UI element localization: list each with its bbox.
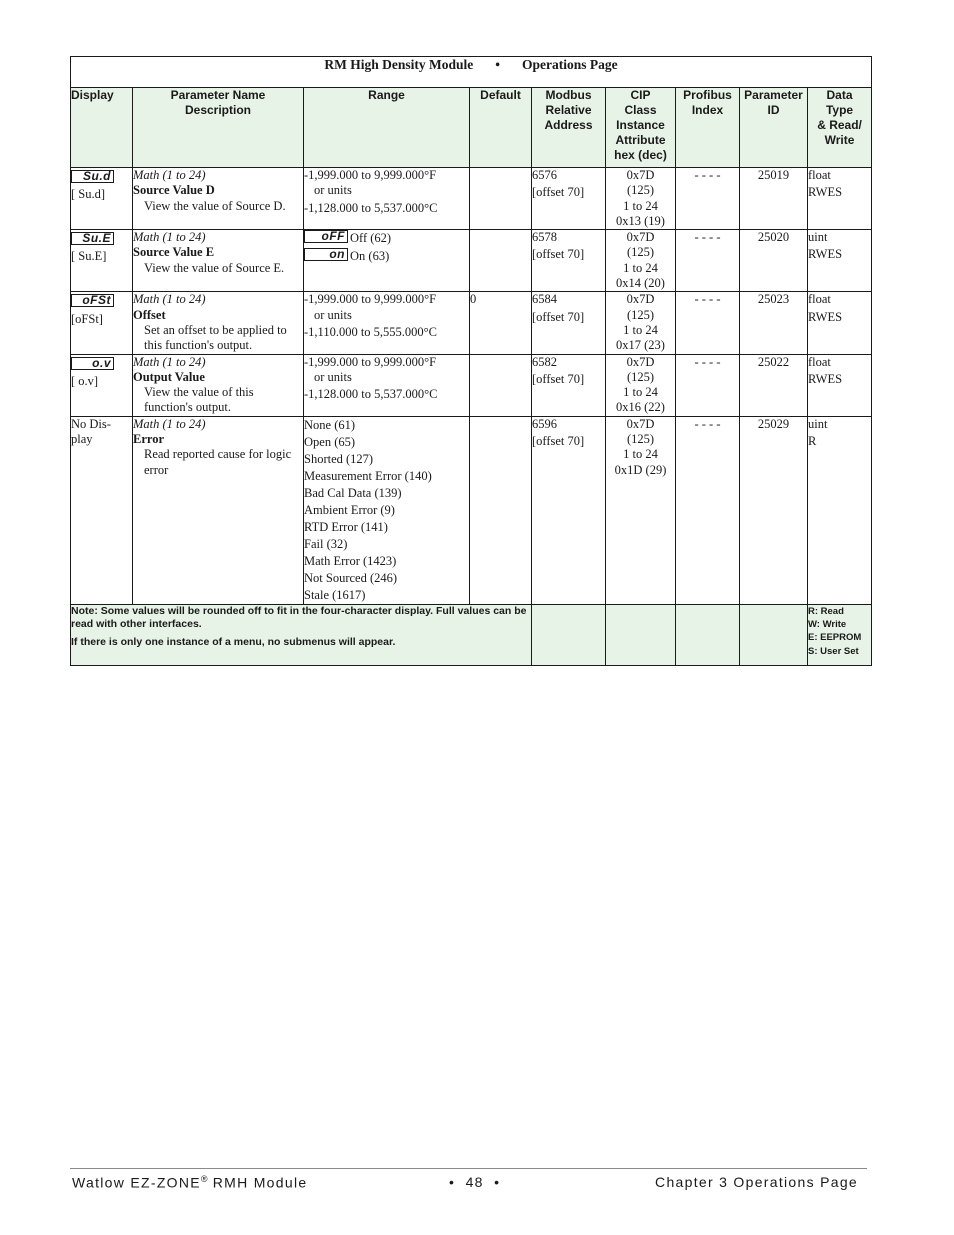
range-value: -1,999.000 to 9,999.000°F bbox=[304, 354, 437, 369]
cip-cell bbox=[606, 354, 676, 416]
profibus-cell: - - - - bbox=[676, 292, 740, 354]
notes-row bbox=[71, 604, 872, 665]
modbus-cell bbox=[532, 416, 606, 604]
read-write: RWES bbox=[808, 247, 843, 262]
data-type-cell bbox=[808, 230, 872, 292]
cip-value: 0x17 (23) bbox=[616, 338, 665, 353]
footer-brand: Watlow EZ-ZONE bbox=[72, 1174, 201, 1191]
display-code: No Dis- play bbox=[71, 416, 111, 447]
cip-value: (125) bbox=[626, 369, 655, 384]
display-code: [ o.v] bbox=[71, 373, 99, 388]
default-cell bbox=[470, 354, 532, 416]
page-number: • 48 • bbox=[449, 1174, 501, 1190]
column-header-parameter-name: Parameter Name Description bbox=[133, 88, 304, 168]
range-cell bbox=[304, 354, 470, 416]
title-separator: • bbox=[495, 57, 501, 72]
profibus-cell: - - - - bbox=[676, 230, 740, 292]
cip-value: 1 to 24 bbox=[623, 447, 658, 462]
range-cell bbox=[304, 168, 470, 230]
cip-value: (125) bbox=[626, 432, 655, 447]
cip-value: 1 to 24 bbox=[623, 385, 658, 400]
display-code: [ Su.E] bbox=[71, 249, 107, 264]
parameter-cell bbox=[133, 168, 304, 230]
modbus-offset: [offset 70] bbox=[532, 309, 585, 324]
range-value: Open (65) bbox=[304, 434, 356, 449]
cip-value: 0x7D bbox=[626, 354, 655, 369]
range-value: Ambient Error (9) bbox=[304, 502, 395, 517]
column-header-row bbox=[71, 88, 872, 168]
notes-cell bbox=[71, 604, 532, 665]
modbus-cell bbox=[532, 354, 606, 416]
math-instance: Math (1 to 24) bbox=[133, 354, 206, 369]
parameter-description: Set an offset to be applied to this function's output. bbox=[144, 322, 287, 353]
table-row bbox=[71, 354, 872, 416]
range-option bbox=[304, 248, 469, 264]
parameter-cell bbox=[133, 292, 304, 354]
parameter-id-cell: 25022 bbox=[740, 354, 808, 416]
parameter-name: Offset bbox=[133, 307, 166, 322]
modbus-cell bbox=[532, 292, 606, 354]
display-cell bbox=[71, 230, 133, 292]
legend-item: W: Write bbox=[808, 619, 847, 631]
range-value: -1,128.000 to 5,537.000°C bbox=[304, 200, 438, 215]
range-option-label: On (63) bbox=[350, 249, 390, 264]
default-cell bbox=[470, 168, 532, 230]
note-text: Note: Some values will be rounded off to fit in the four-character display. Full values can be read with other interfaces. bbox=[71, 604, 527, 631]
cip-value: (125) bbox=[626, 183, 655, 198]
empty-parameter-id-cell bbox=[740, 604, 808, 665]
segment-display-icon: o.v bbox=[71, 357, 114, 370]
cip-value: 0x7D bbox=[626, 416, 655, 431]
range-value: -1,999.000 to 9,999.000°F bbox=[304, 168, 437, 182]
range-value: or units bbox=[314, 183, 352, 198]
range-cell bbox=[304, 292, 470, 354]
display-cell bbox=[71, 292, 133, 354]
table-row bbox=[71, 230, 872, 292]
cip-cell bbox=[606, 292, 676, 354]
cip-value: 0x16 (22) bbox=[616, 400, 665, 415]
math-instance: Math (1 to 24) bbox=[133, 292, 206, 307]
range-option-label: Off (62) bbox=[350, 231, 392, 246]
read-write: R bbox=[808, 434, 817, 449]
math-instance: Math (1 to 24) bbox=[133, 168, 206, 182]
footer-divider bbox=[70, 1168, 867, 1169]
empty-cip-cell bbox=[606, 604, 676, 665]
math-instance: Math (1 to 24) bbox=[133, 416, 206, 431]
data-type: float bbox=[808, 354, 831, 369]
modbus-address: 6582 bbox=[532, 354, 557, 369]
display-code: [oFSt] bbox=[71, 311, 103, 326]
range-value: Fail (32) bbox=[304, 536, 348, 551]
range-cell bbox=[304, 416, 470, 604]
parameter-name: Output Value bbox=[133, 369, 205, 384]
read-write: RWES bbox=[808, 371, 843, 386]
segment-display-icon: Su.d bbox=[71, 170, 114, 183]
range-value: -1,128.000 to 5,537.000°C bbox=[304, 387, 438, 402]
column-header-modbus-address: Modbus Relative Address bbox=[532, 88, 606, 168]
cip-value: (125) bbox=[626, 245, 655, 260]
parameter-id-cell: 25019 bbox=[740, 168, 808, 230]
parameter-id-cell: 25020 bbox=[740, 230, 808, 292]
range-value: None (61) bbox=[304, 417, 356, 432]
legend-item: E: EEPROM bbox=[808, 632, 862, 644]
segment-display-icon: on bbox=[304, 248, 348, 261]
segment-display-icon: oFSt bbox=[71, 294, 114, 307]
default-cell bbox=[470, 416, 532, 604]
column-header-default: Default bbox=[470, 88, 532, 168]
cip-value: 1 to 24 bbox=[623, 322, 658, 337]
legend-item: S: User Set bbox=[808, 645, 859, 657]
table-row bbox=[71, 416, 872, 604]
note-text: If there is only one instance of a menu, no submenus will appear. bbox=[71, 635, 396, 648]
empty-profibus-cell bbox=[676, 604, 740, 665]
page-name: Operations Page bbox=[522, 57, 618, 72]
registered-mark: ® bbox=[200, 1174, 208, 1184]
range-value: Shorted (127) bbox=[304, 451, 374, 466]
column-header-data-type: Data Type & Read/ Write bbox=[808, 88, 872, 168]
range-cell bbox=[304, 230, 470, 292]
read-write: RWES bbox=[808, 309, 843, 324]
parameter-name: Source Value D bbox=[133, 183, 215, 198]
column-header-cip: CIP Class Instance Attribute hex (dec) bbox=[606, 88, 676, 168]
modbus-cell bbox=[532, 168, 606, 230]
modbus-offset: [offset 70] bbox=[532, 434, 585, 449]
default-cell: 0 bbox=[470, 292, 532, 354]
math-instance: Math (1 to 24) bbox=[133, 230, 206, 245]
parameter-table bbox=[70, 56, 872, 666]
parameter-id-cell: 25023 bbox=[740, 292, 808, 354]
modbus-offset: [offset 70] bbox=[532, 371, 585, 386]
cip-value: 0x13 (19) bbox=[616, 213, 665, 228]
parameter-description: Read reported cause for logic error bbox=[144, 447, 292, 477]
parameter-id-cell: 25029 bbox=[740, 416, 808, 604]
modbus-offset: [offset 70] bbox=[532, 185, 585, 200]
cip-value: 0x7D bbox=[626, 292, 655, 307]
table-title bbox=[71, 57, 872, 88]
parameter-description: View the value of this function's output. bbox=[144, 385, 254, 415]
range-value: Stale (1617) bbox=[304, 587, 366, 602]
modbus-offset: [offset 70] bbox=[532, 247, 585, 262]
data-type: uint bbox=[808, 416, 828, 431]
cip-cell bbox=[606, 168, 676, 230]
modbus-address: 6596 bbox=[532, 416, 557, 431]
profibus-cell: - - - - bbox=[676, 168, 740, 230]
range-value: Not Sourced (246) bbox=[304, 570, 398, 585]
chapter-title: Chapter 3 Operations Page bbox=[655, 1174, 858, 1190]
display-cell bbox=[71, 354, 133, 416]
empty-modbus-cell bbox=[532, 604, 606, 665]
default-cell bbox=[470, 230, 532, 292]
range-option bbox=[304, 230, 469, 246]
modbus-address: 6578 bbox=[532, 230, 557, 245]
cip-cell bbox=[606, 230, 676, 292]
column-header-display: Display bbox=[71, 88, 133, 168]
read-write: RWES bbox=[808, 185, 843, 200]
range-value: Measurement Error (140) bbox=[304, 468, 432, 483]
legend-item: R: Read bbox=[808, 605, 844, 617]
data-type-cell bbox=[808, 416, 872, 604]
display-code: [ Su.d] bbox=[71, 187, 106, 202]
column-header-parameter-id: Parameter ID bbox=[740, 88, 808, 168]
parameter-cell bbox=[133, 416, 304, 604]
range-value: Bad Cal Data (139) bbox=[304, 485, 402, 500]
cip-value: 1 to 24 bbox=[623, 260, 658, 275]
profibus-cell: - - - - bbox=[676, 416, 740, 604]
cip-value: 0x1D (29) bbox=[614, 462, 667, 477]
footer-product-name: RMH Module bbox=[207, 1174, 308, 1191]
table-row bbox=[71, 292, 872, 354]
range-value: Math Error (1423) bbox=[304, 553, 397, 568]
display-cell bbox=[71, 168, 133, 230]
module-name: RM High Density Module bbox=[324, 57, 474, 72]
parameter-description: View the value of Source D. bbox=[144, 198, 286, 213]
range-value: -1,999.000 to 9,999.000°F bbox=[304, 292, 437, 307]
column-header-range: Range bbox=[304, 88, 470, 168]
parameter-name: Error bbox=[133, 432, 165, 447]
cip-cell bbox=[606, 416, 676, 604]
data-type-cell bbox=[808, 292, 872, 354]
range-value: or units bbox=[314, 369, 352, 384]
parameter-description: View the value of Source E. bbox=[144, 260, 285, 275]
column-header-profibus-index: Profibus Index bbox=[676, 88, 740, 168]
modbus-cell bbox=[532, 230, 606, 292]
cip-value: 1 to 24 bbox=[623, 198, 658, 213]
cip-value: 0x7D bbox=[626, 168, 655, 182]
data-type-cell bbox=[808, 354, 872, 416]
data-type: uint bbox=[808, 230, 828, 245]
range-value: -1,110.000 to 5,555.000°C bbox=[304, 324, 438, 339]
legend-cell bbox=[808, 604, 872, 665]
table-row bbox=[71, 168, 872, 230]
data-type-cell bbox=[808, 168, 872, 230]
footer-product bbox=[72, 1174, 307, 1191]
modbus-address: 6584 bbox=[532, 292, 557, 307]
segment-display-icon: Su.E bbox=[71, 232, 114, 245]
parameter-cell bbox=[133, 354, 304, 416]
range-value: RTD Error (141) bbox=[304, 519, 388, 534]
table-title-row bbox=[71, 57, 872, 88]
data-type: float bbox=[808, 292, 831, 307]
cip-value: 0x7D bbox=[626, 230, 655, 245]
segment-display-icon: oFF bbox=[304, 230, 348, 243]
display-cell bbox=[71, 416, 133, 604]
cip-value: 0x14 (20) bbox=[616, 276, 665, 291]
parameter-name: Source Value E bbox=[133, 245, 215, 260]
profibus-cell: - - - - bbox=[676, 354, 740, 416]
modbus-address: 6576 bbox=[532, 168, 557, 182]
data-type: float bbox=[808, 168, 831, 182]
parameter-cell bbox=[133, 230, 304, 292]
range-value: or units bbox=[314, 307, 352, 322]
cip-value: (125) bbox=[626, 307, 655, 322]
